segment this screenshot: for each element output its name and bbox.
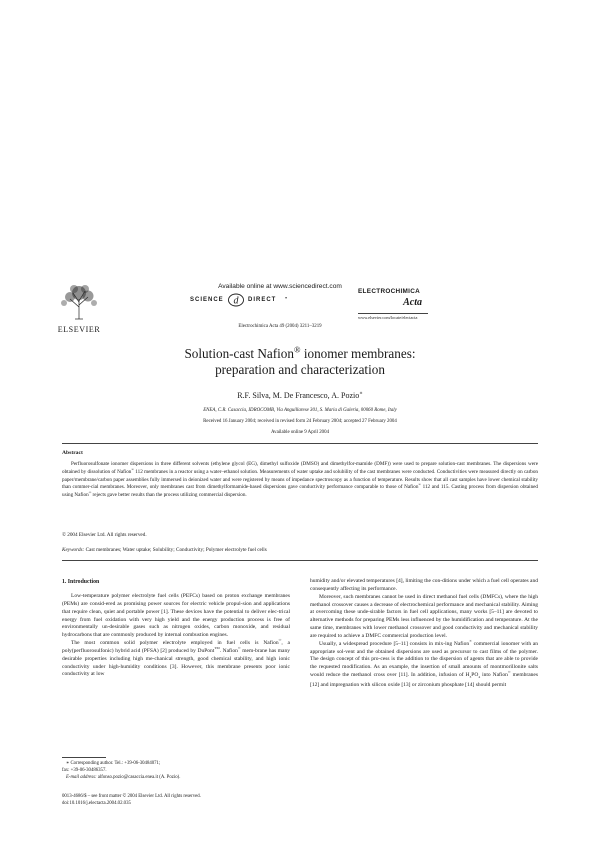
journal-logo-acta: Acta bbox=[403, 297, 422, 308]
page-footer bbox=[62, 793, 362, 807]
publisher-logo bbox=[56, 281, 102, 334]
journal-logo-word: ELECTROCHIMICA bbox=[358, 288, 421, 295]
keywords bbox=[62, 547, 267, 555]
right-column bbox=[310, 578, 538, 826]
sciencedirect-logo bbox=[190, 293, 380, 307]
journal-logo-rule bbox=[358, 313, 428, 314]
available-online-date: Available online 9 April 2004 bbox=[270, 430, 330, 435]
corresponding-mark: ∗ bbox=[359, 390, 363, 397]
footnote-rule bbox=[62, 757, 106, 758]
footnote-corresponding: ∗ Corresponding author. Tel.: +39-06-30484071; bbox=[66, 761, 161, 766]
journal-url: www.elsevier.com/locate/electacta bbox=[358, 315, 418, 320]
footnote bbox=[62, 761, 290, 781]
intro-paragraph-4: Moreover, such membranes cannot be used in direct methanol fuel cells (DMFCs), where the high methanol crossover causes a decrease of electrochemical performance and mechanical stability. Aiming at overcoming these unde-sirable factors in fuel cell applications, many works [5–11] are devoted to alternative methods for preparing PEMs less influenced by the humidification and temperature. At the same time, membranes with lower methanol crossover and good conductivity and mechanical stability are required to achieve a DMFC commercial production level. bbox=[310, 593, 538, 639]
keywords-label: Keywords: bbox=[62, 547, 85, 553]
footnote-email: E-mail address: alfonso.pozio@casaccia.enea.it (A. Pozio). bbox=[66, 774, 181, 780]
section-heading-introduction: 1. Introduction bbox=[62, 579, 100, 585]
elsevier-tree-icon bbox=[56, 281, 102, 321]
article-title bbox=[100, 346, 500, 378]
abstract-heading: Abstract bbox=[62, 450, 83, 456]
affiliation: ENEA, C.R. Casaccia, IDROCOMB, Via Anguillarese 301, S. Maria di Galeria, 00060 Rome, Italy bbox=[203, 408, 397, 413]
abstract-bottom-rule bbox=[62, 560, 538, 561]
footnote-fax: fax: +39-06-30486357. bbox=[62, 767, 107, 773]
left-column bbox=[62, 593, 290, 753]
available-online-banner: Available online at www.sciencedirect.com bbox=[218, 283, 342, 290]
footer-doi: doi:10.1016/j.electacta.2004.02.035 bbox=[62, 801, 131, 806]
journal-logo bbox=[358, 288, 428, 332]
intro-paragraph-5: Usually, a widespread procedure [5–11] consists in mix-ing Nafion® commercial ionomer with an appropriate sol-vent and the obtained dispersions are used as precursor to cast films of the polymer. The design concept of this pro-cess is the addition to the dispersion of agents that are able to provide the requested modification. As an example, the insertion of small amounts of montmorillonite salts would reduce the methanol cross over [11]. In addition, infusion of $H_3PO_4$ into Nafion® membranes [12] and impregnation with silicon oxide [13] or zirconium phosphate [14] should permit bbox=[310, 638, 538, 689]
svg-text:d: d bbox=[233, 295, 239, 307]
abstract-top-rule bbox=[62, 443, 538, 444]
sciencedirect-dot-icon: • bbox=[285, 296, 288, 302]
intro-paragraph-3: humidity and/or elevated temperatures [4], limiting the con-ditions under which a fuel cell operates and consequently affecting its performance. bbox=[310, 578, 538, 592]
abstract-text: Perfluorosulfonate ionomer dispersions in three different solvents (ethylene glycol (EG), dimethyl sulfoxide (DMSO) and dimethylfor-mamide (DMF)) were used to prepare solution-cast membranes. The dispersions were obtained by dissolution of Nafion® 112 membranes in a reactor using a water–ethanol solution. Measurements of water uptake and solubility of the cast membranes were conducted. Conductivities were measured directly on carbon paper/membrane/carbon paper assemblies fully immersed in deionized water and were registered by means of impedance spectroscopy as a function of temperature. Results show that all cast samples have lower chemical stability than commer-cial membranes. Moreover, only membranes cast from dimethylformamide-based dispersions gave conductivity performance comparable to those of Nafion® 112 and 115. Casting process from dispersion obtained using Nafion® rejects gave better results than the process utilizing commercial dispersion. bbox=[62, 461, 538, 498]
copyright: © 2004 Elsevier Ltd. All rights reserved. bbox=[62, 532, 147, 538]
sciencedirect-right: DIRECT bbox=[248, 297, 277, 303]
title-line-2: preparation and characterization bbox=[215, 362, 385, 377]
title-line-1: Solution-cast Nafion® ionomer membranes: bbox=[184, 344, 416, 361]
publisher-name: ELSEVIER bbox=[57, 325, 101, 334]
received-dates: Received 16 January 2004; received in revised form 24 February 2004; accepted 27 February 2004 bbox=[203, 419, 397, 424]
sciencedirect-d-icon bbox=[227, 293, 245, 307]
sciencedirect-left: SCIENCE bbox=[190, 297, 224, 303]
intro-paragraph-2: The most common solid polymer electrolyte employed in fuel cells is Nafion®, a poly(perfluorosulfonic) hybrid acid (PFSA) [2] produced by DuPont™. Nafion® mem-brane has many desirable properties including high me-chanical strength, good chemical stability, and high ionic conductivity under high-humidity conditions [3]. However, this membrane presents poor ionic conductivity at low bbox=[62, 638, 290, 678]
author-list: R.F. Silva, M. De Francesco, A. Pozio∗ bbox=[237, 390, 363, 400]
intro-paragraph-1: Low-temperature polymer electrolyte fuel cells (PEFCs) based on proton exchange membranes (PEMs) are consid-ered as promising power sources for electric vehicle propul-sion and applications that require clean, quiet and portable power [1]. These devices have the potential to deliver elec-trical energy from fuel oxidation with very high yield and the energy production process is free of environmentally un-desirable gases such as nitrogen oxides, carbon monoxide, and residual hydrocarbons that are commonly produced by internal combustion engines. bbox=[62, 593, 290, 639]
keywords-text: Cast membranes; Water uptake; Solubility; Conductivity; Polymer electrolyte fuel cells bbox=[84, 547, 267, 553]
footer-issn: 0013-4686/$ – see front matter © 2004 Elsevier Ltd. All rights reserved. bbox=[62, 794, 201, 799]
journal-citation: Electrochimica Acta 49 (2004) 3211–3219 bbox=[238, 324, 322, 329]
